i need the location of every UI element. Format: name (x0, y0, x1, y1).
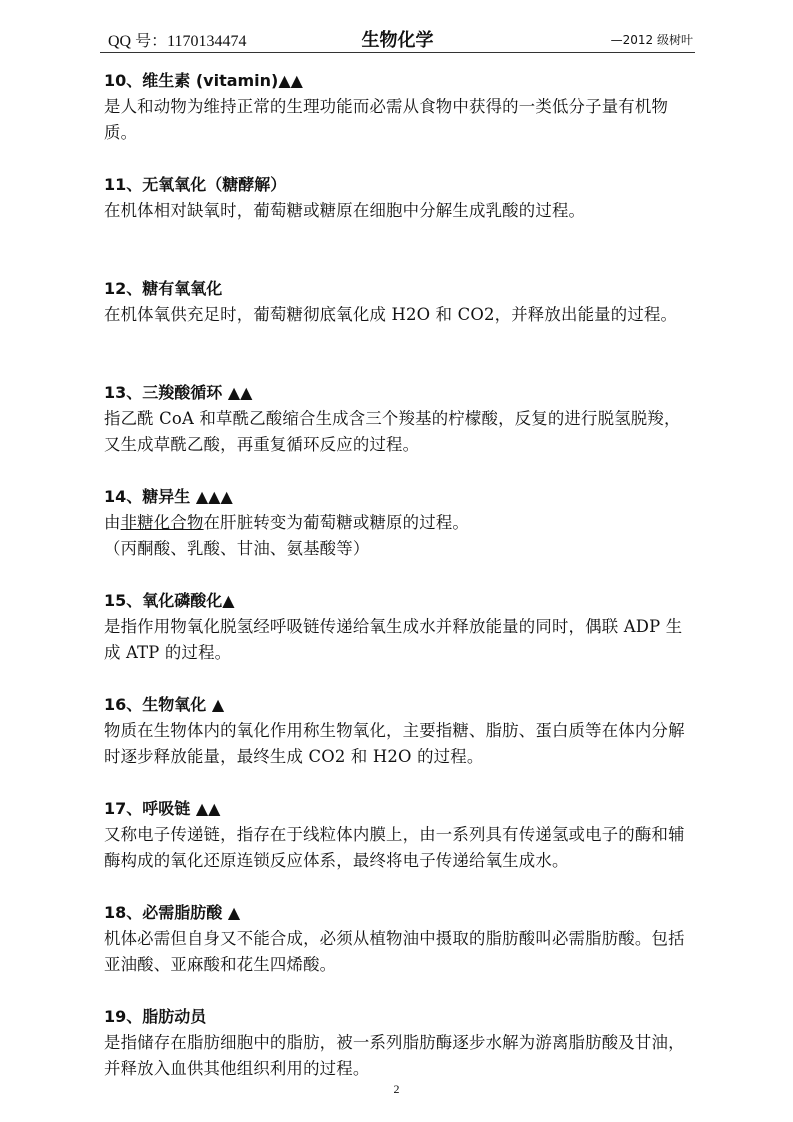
entry-term: 19、脂肪动员 (104, 1007, 207, 1026)
entry-definition: 是指作用物氧化脱氢经呼吸链传递给氧生成水并释放能量的同时，偶联 ADP 生成 ATP 的过程。 (104, 617, 683, 662)
importance-marks: ▲▲ (227, 383, 253, 402)
entry-term: 11、无氧氧化（糖酵解） (104, 175, 287, 194)
header-title: 生物化学 (361, 30, 434, 51)
entry-definition: 又称电子传递链，指存在于线粒体内膜上，由一系列具有传递氢或电子的酶和辅酶构成的氧化还原连锁反应体系，最终将电子传递给氧生成水。 (104, 825, 685, 870)
importance-marks: ▲▲ (195, 799, 221, 818)
importance-marks: ▲ (222, 591, 235, 610)
entry-definition: 在机体氧供充足时，葡萄糖彻底氧化成 H2O 和 CO2，并释放出能量的过程。 (104, 305, 678, 324)
entry-term: 13、三羧酸循环 ▲▲ (104, 383, 253, 402)
importance-marks: ▲▲ (278, 71, 303, 90)
entry-anaerobic-oxidation (104, 172, 694, 276)
document-body (104, 68, 694, 1108)
importance-marks: ▲▲▲ (195, 487, 233, 506)
entry-definition: 在机体相对缺氧时，葡萄糖或糖原在细胞中分解生成乳酸的过程。 (104, 201, 586, 220)
entry-term: 15、氧化磷酸化▲ (104, 591, 235, 610)
entry-term: 16、生物氧化 ▲ (104, 695, 225, 714)
entry-respiratory-chain (104, 796, 694, 900)
entry-gluconeogenesis (104, 484, 694, 588)
header-author: —2012 级树叶 (610, 33, 693, 47)
importance-marks: ▲ (211, 695, 225, 714)
importance-marks: ▲ (227, 903, 241, 922)
entry-definition: 是人和动物为维持正常的生理功能而必需从食物中获得的一类低分子量有机物质。 (104, 97, 669, 142)
entry-essential-fatty-acid (104, 900, 694, 1004)
entry-biological-oxidation (104, 692, 694, 796)
page-header (100, 22, 695, 53)
entry-term: 12、糖有氧氧化 (104, 279, 223, 298)
entry-definition: 由非糖化合物在肝脏转变为葡萄糖或糖原的过程。 (104, 513, 469, 532)
entry-definition: 是指储存在脂肪细胞中的脂肪，被一系列脂肪酶逐步水解为游离脂肪酸及甘油，并释放入血供其他组织利用的过程。 (104, 1033, 685, 1078)
header-qq: QQ 号：1170134474 (108, 33, 247, 50)
entry-term: 17、呼吸链 ▲▲ (104, 799, 221, 818)
entry-vitamin (104, 68, 694, 172)
entry-aerobic-oxidation (104, 276, 694, 380)
entry-oxidative-phosphorylation (104, 588, 694, 692)
entry-term: 18、必需脂肪酸 ▲ (104, 903, 241, 922)
entry-definition-note: （丙酮酸、乳酸、甘油、氨基酸等） (104, 539, 370, 558)
entry-tca-cycle (104, 380, 694, 484)
entry-term: 14、糖异生 ▲▲▲ (104, 487, 233, 506)
entry-definition: 机体必需但自身又不能合成，必须从植物油中摄取的脂肪酸叫必需脂肪酸。包括亚油酸、亚麻酸和花生四烯酸。 (104, 929, 685, 974)
entry-definition: 指乙酰 CoA 和草酰乙酸缩合生成含三个羧基的柠檬酸，反复的进行脱氢脱羧，又生成草酰乙酸，再重复循环反应的过程。 (104, 409, 681, 454)
entry-term: 10、维生素 (vitamin)▲▲ (104, 71, 303, 90)
underlined-term: 非糖化合物 (120, 513, 204, 532)
entry-definition: 物质在生物体内的氧化作用称生物氧化，主要指糖、脂肪、蛋白质等在体内分解时逐步释放能量，最终生成 CO2 和 H2O 的过程。 (104, 721, 685, 766)
page-number: 2 (393, 1082, 400, 1096)
